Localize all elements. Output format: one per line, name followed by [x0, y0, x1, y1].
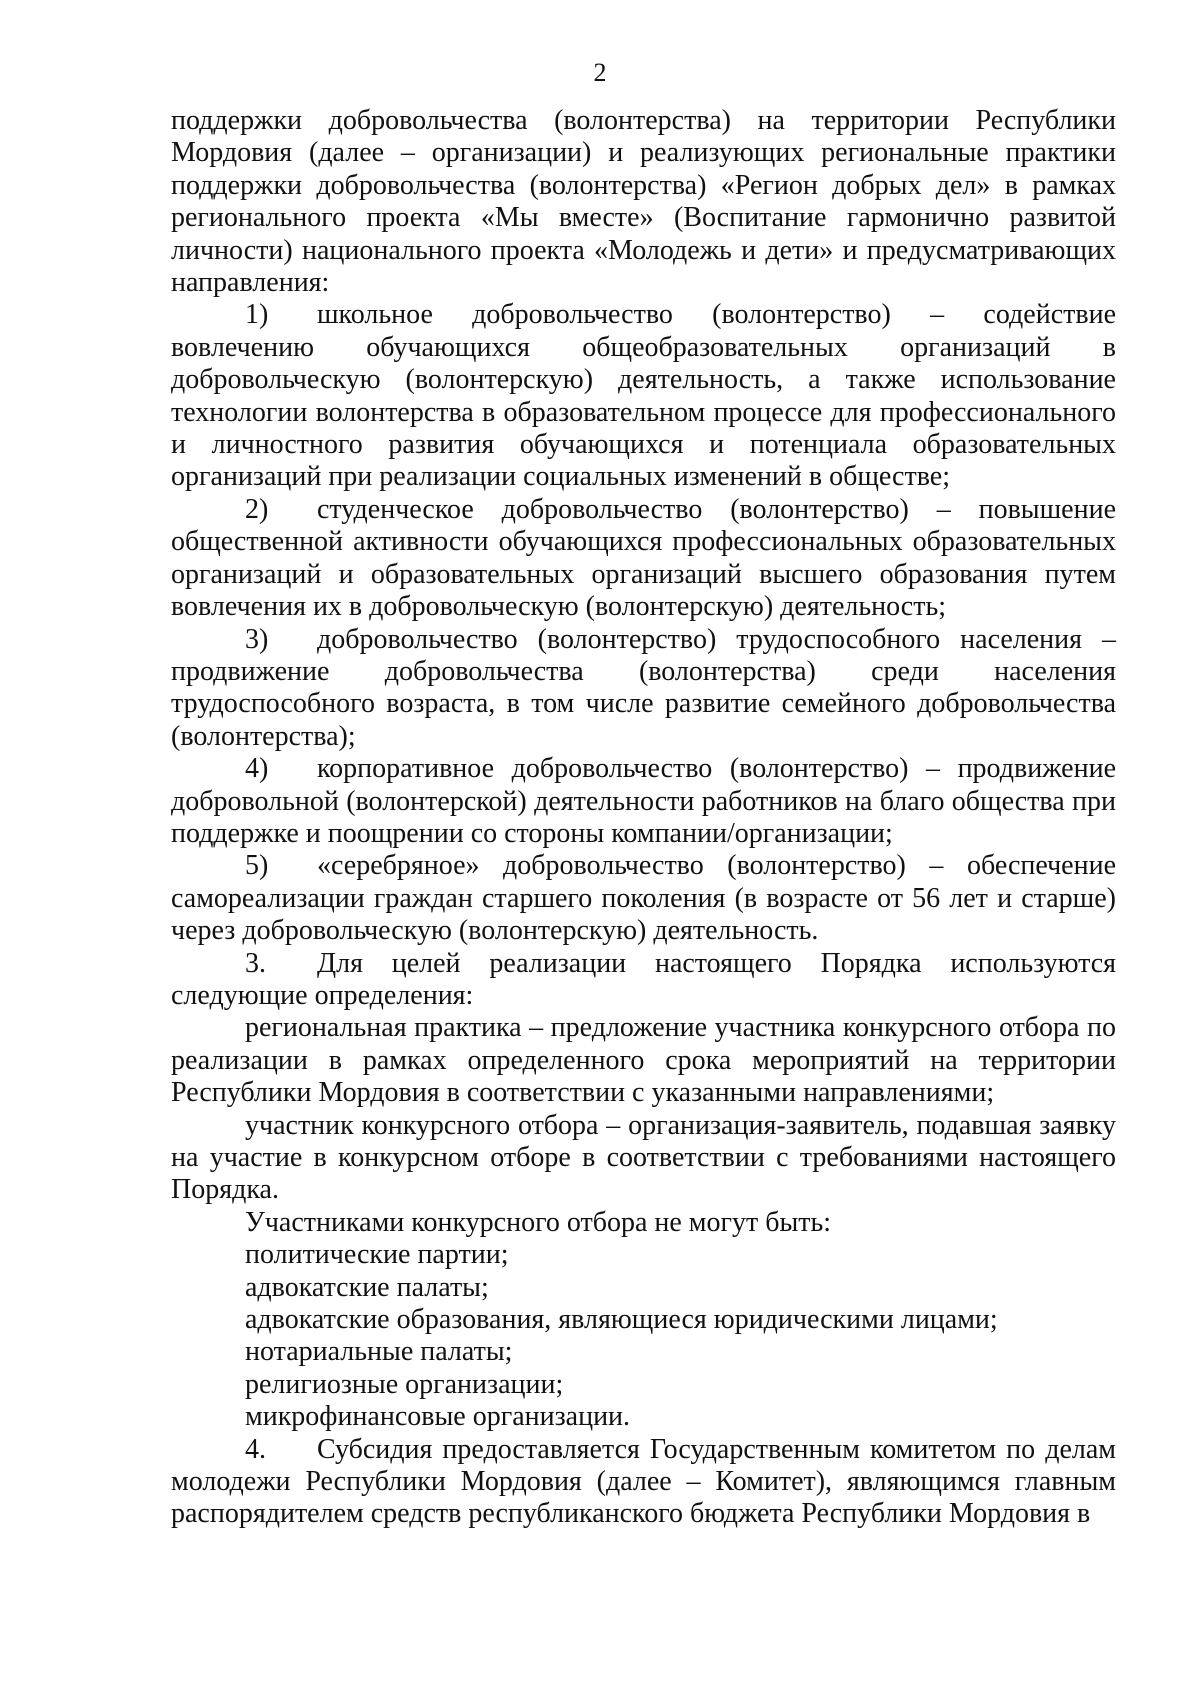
list-number: 5) [245, 850, 269, 882]
list-number: 3) [245, 623, 269, 655]
clause-4 [171, 1434, 1116, 1531]
exclusion-item: микрофинансовые организации. [245, 1401, 631, 1433]
list-item-school-volunteering [171, 299, 1116, 493]
clause-number: 3. [245, 947, 266, 979]
exclusion-item: нотариальные палаты; [245, 1336, 513, 1368]
list-number: 2) [245, 493, 269, 525]
paragraph-intro-continuation: поддержки добровольчества (волонтерства) на территории Республики Мордовия (далее – организации) и реализующих региональные практики поддержки добровольчества (волонтерства) «Регион добрых дел» в рамках регионального проекта «Мы вместе» (Воспитание гармонично развитой личности) национального проекта «Молодежь и дети» и предусматривающих направления: [171, 105, 1116, 299]
exclusion-item: адвокатские палаты; [245, 1271, 489, 1303]
list-item-silver-volunteering [171, 850, 1116, 947]
list-item-text: корпоративное добровольчество (волонтерство) – продвижение добровольной (волонтерской) деятельности работников на благо общества при поддержке и поощрении со стороны компании/организации; [171, 753, 1116, 849]
exclusions-heading: Участниками конкурсного отбора не могут быть: [245, 1206, 832, 1238]
list-item-student-volunteering [171, 494, 1116, 624]
list-number: 4) [245, 753, 269, 785]
list-item-text: «серебряное» добровольчество (волонтерство) – обеспечение самореализации граждан старшего поколения (в возрасте от 56 лет и старше) через добровольческую (волонтерскую) деятельность. [171, 850, 1116, 947]
definition-regional-practice: региональная практика – предложение участника конкурсного отбора по реализации в рамках определенного срока мероприятий на территории Республики Мордовия в соответствии с указанными направлениями; [171, 1012, 1116, 1109]
definition-participant: участник конкурсного отбора – организация-заявитель, подавшая заявку на участие в конкурсном отборе в соответствии с требованиями настоящего Порядка. [171, 1109, 1116, 1206]
exclusion-item: политические партии; [245, 1239, 509, 1271]
clause-3 [171, 948, 1116, 1013]
list-number: 1) [245, 299, 269, 331]
exclusion-item: религиозные организации; [245, 1368, 564, 1400]
list-item-text: добровольчество (волонтерство) трудоспособного населения – продвижение добровольчества (волонтерства) среди населения трудоспособного возраста, в том числе развитие семейного добровольчества (волонтерства); [171, 623, 1116, 752]
list-item-working-age-volunteering [171, 624, 1116, 754]
list-item-corporate-volunteering [171, 753, 1116, 850]
clause-text: Субсидия предоставляется Государственным комитетом по делам молодежи Республики Мордовия (далее – Комитет), являющимся главным распорядителем средств республиканского бюджета Республики Мордовия в [171, 1433, 1116, 1530]
document-body [171, 105, 1116, 1531]
list-item-text: студенческое добровольчество (волонтерство) – повышение общественной активности обучающихся профессиональных образовательных организаций и образовательных организаций высшего образования путем вовлечения их в добровольческую (волонтерскую) деятельность; [171, 493, 1116, 623]
page-number: 2 [593, 58, 607, 87]
clause-number: 4. [245, 1433, 266, 1465]
clause-text: Для целей реализации настоящего Порядка используются следующие определения: [171, 947, 1116, 1011]
exclusion-item: адвокатские образования, являющиеся юридическими лицами; [245, 1304, 998, 1336]
list-item-text: школьное добровольчество (волонтерство) – содействие вовлечению обучающихся общеобразовательных организаций в добровольческую (волонтерскую) деятельность, а также использование технологии волонтерства в образовательном процессе для профессионального и личностного развития обучающихся и потенциала образовательных организаций при реализации социальных изменений в обществе; [171, 299, 1116, 493]
